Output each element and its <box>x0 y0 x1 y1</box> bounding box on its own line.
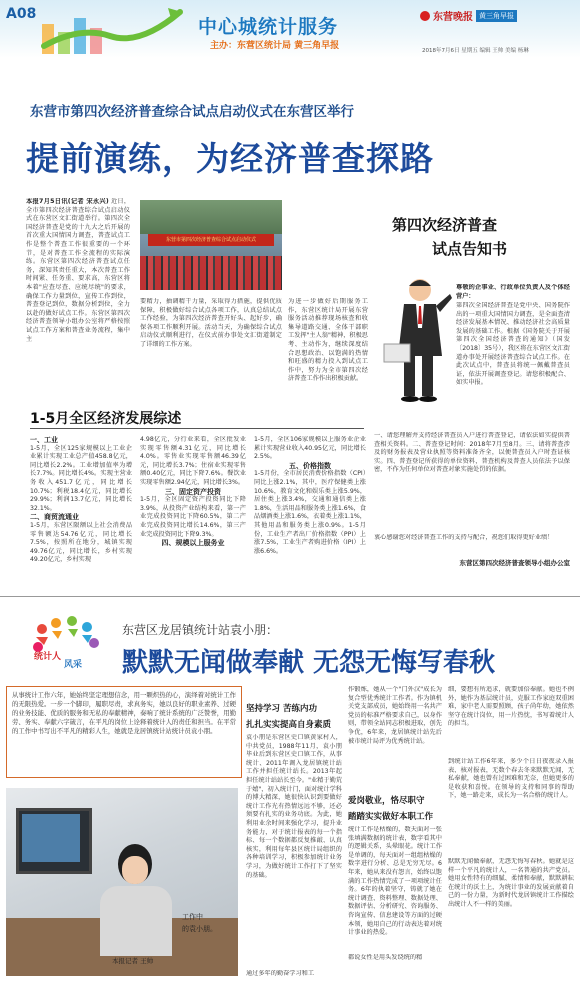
feature-heading-2b: 踏踏实实做好本职工作 <box>348 812 434 822</box>
feature-kicker: 东营区龙居镇统计站袁小朋： <box>122 623 279 637</box>
feature-col3-text-1: 作锻炼，她从一个"门外汉"成长为复合型优秀统计工作者。作为镇机关党支部成员，她始终用一名共产党员的标准严格要求自己，以身作则，带领全站同志积极进取，创先争优，6年来，龙居镇统计站先后被市统计局评为优秀统计站。 <box>348 686 442 745</box>
lead-column-1 <box>26 198 130 410</box>
paper-logo-text: 东营晚报 <box>433 12 473 23</box>
paper-logo <box>420 8 517 23</box>
summary-industry-heading: 一、工业 <box>30 436 58 444</box>
summary-rule <box>30 428 364 429</box>
feature-col2-text-2: 通过多年的勤奋学习和工 <box>246 970 315 977</box>
section-hosts: 主办：东营区统计局 黄三角早报 <box>210 41 340 51</box>
notice-thanks: 衷心感谢您对经济普查工作的支持与配合，祝您们取得更好业绩！ <box>374 534 554 541</box>
feature-column-2 <box>246 702 342 980</box>
summary-industry-text: 1-5月，全区125家规模以上工业企业累计实现工业总产值458.8亿元，同比增长2.2%。工业增加值率为增长7.7%。同比增长4%。实现主营业务收入451.7亿元，同比增长10.7%；利税18.4亿元，同比增长29.9%；利润13.7亿元，同比增长32.1%。 <box>30 444 132 512</box>
feature-col3-text-3: 都说女性是用头发绕统的精 <box>348 954 423 961</box>
notice-body: 第四次全国经济普查是党中央、国务院作出的一项重大国情国力调查，是全面查清经济发展基本情况、推动经济社会高质量发展的基础工作。根据《国务院关于开展第四次全国经济普查的通知》（国发〔2018〕35号），我区将在东营区文汇街道办事处开展经济普查综合试点工作。在此次试点中，普查员将统一佩戴普查员证，依法开展调查登记。请您积极配合、如实申报。 <box>456 302 570 387</box>
summary-retail-text: 4.98亿元，分行业来看，全区批发业实现零售额4.31亿元，同比增长4.0%。零售业实现零售额46.39亿元，同比增长3.7%；住宿业实现零售额0.40亿元，同比下降7.6%。餐饮业实现零售额2.94亿元，同比增长3%。 <box>140 436 246 486</box>
page-number: A08 <box>6 6 37 22</box>
photo-monitor-screen <box>22 814 80 862</box>
feature-col2-text-1: 袁小朋是东营区史口镇黄家村人，中共党员，1988年11月，袁小朋毕业后到东营区史口镇工作，从事统计、2011年调入龙居镇统计站工作并担任统计站长。2013年起担任统计站站长至今。"业精于勤荒于嬉"，初入统计门，面对统计学科的博大精深，她很快认识到要做好统计工作光有热情远远不够，还必须要有扎实的业务功底。为此，她利用业余时间来强化学习，提升业务能力，对于统计报表的每一个指标、每一个数据都反复推敲、认真核实，利用每年县区统计局组织的各种培训学习，积极参加统计业务学习，为做好统计工作打下了坚实的基础。 <box>246 734 342 879</box>
summary-column-3 <box>254 436 366 586</box>
summary-title: 1-5月全区经济发展综述 <box>30 411 182 427</box>
summary-column-1 <box>30 436 132 586</box>
lead-kicker: 东营市第四次经济普查综合试点启动仪式在东营区举行 <box>30 104 354 120</box>
lead-col3-text: 为进一步做好后期服务工作，东营区统计局开展东营服务活动推荐现场核查和收集导道路交通、全体干部职工发挥"主人翁"精神，积极思考、主动作为，继续深度结合思想政治、以饱满的热情和旺盛的精力投入到试点工作中，努力为全市第四次经济普查工作作出积极贡献。 <box>288 298 368 383</box>
feature-intro-text: 从事统计工作六年，她始终坚定理想信念，用一颗炽热的心，演绎着对统计工作的无限热爱。一步一个脚印，履职尽责，求真务实，她以良好的职业素养、过硬的业务技能、优质的服务和无私的奉献精神，奏响了统计系统的广泛赞誉，用勤劳、务实、奉献六字箴言，在平凡的岗位上诠释着统计人的责任和担当。在平常的工作中书写出不平凡的精彩人生，她就是龙居镇统计站统计员袁小朋。 <box>12 691 236 735</box>
lead-byline: 本报7月5日讯(记者 宋永兴) <box>26 198 109 205</box>
people-logo <box>30 615 102 671</box>
summary-trade-heading: 二、商贸流通业 <box>30 513 79 522</box>
summary-services-text: 1-5月，全区106家规模以上服务业企业累计实现营业收入40.95亿元，同比增长2.5%。 <box>254 436 366 461</box>
feature-photo <box>6 788 238 976</box>
feature-intro-box <box>6 686 242 778</box>
summary-trade-text: 1-5月，东营区限额以上社会消费品零售额达54.76亿元，同比增长7.5%，按照所在地分，城镇实现49.76亿元，同比增长，乡村实现49.20亿元，乡村实现 <box>30 521 132 564</box>
summary-services-heading: 四、规模以上服务业 <box>161 539 225 548</box>
notice-more: 一、请您理解并支持经济普查员入户进行普查登记，请依法如实提供普查相关资料。二、普查登记时间：2018年7月至8月。三、请将普查涉及的财务报表及营业执照等资料准备齐全，以便普查员入户时查证核实。四、普查登记所获得的单位资料，普查机构及普查人员依法予以保密，不作为任何单位对普查对象实施处罚的依据。 <box>374 432 570 474</box>
section-title: 中心城统计服务 <box>198 16 339 38</box>
feature-col4-text-3: 默默无闻做奉献，无怨无悔写春秋。她就是这样一个平凡的统计人，一名普通的共产党员。她用女性特有的细腻、柔情和奉献，默默耕耘在统计的沃土上，为统计事业的发展贡献着自己的一份力量，为新时代龙居镇统计工作描绘出统计人不一样的美丽。 <box>448 858 574 908</box>
feature-heading-2a: 爱岗敬业，恪尽职守 <box>348 796 425 806</box>
paper-logo-icon <box>420 11 430 21</box>
summary-price-heading: 五、价格指数 <box>289 461 331 470</box>
photo-banner: 东营市第四次经济普查综合试点启动仪式 <box>148 234 274 246</box>
feature-heading-1a: 坚持学习 苦练内功 <box>246 704 317 714</box>
lead-column-3 <box>288 298 368 410</box>
photo-credit: 本报记者 王帅 <box>112 957 154 965</box>
lead-headline: 提前演练，为经济普查探路 <box>26 139 434 178</box>
notice-box <box>374 200 572 582</box>
feature-col3-text-2: 统计工作是枯燥的，数天面对一张张填满数据的统计表，数字看其中的逻辑关系，头晕眼花。统计工作是单调的，每天面对一组组枯燥的数字进行分析、总是无穷无尽。6年来，她从来没有怨言，始终以饱满的工作热情完成了一项项统计任务。6年的执着坚守，铸就了她在统计调查、资料整理、数据处理、数据评估、分析研究、咨询服务、咨询宣传、信息建设等方面的过硬本领，她用自己的行动表达着对统计事业的热爱。 <box>348 826 442 937</box>
notice-title-2: 试点告知书 <box>432 240 508 258</box>
photo-caption-1: 工作中 <box>182 913 203 921</box>
notice-signoff: 东营区第四次经济普查领导小组办公室 <box>459 559 570 567</box>
photo-person <box>96 844 176 954</box>
ceremony-photo <box>140 200 282 290</box>
lead-col2-text: 要精力，抽调精干力量，采取得力措施，提供优质保障，积极做好综合试点各项工作，认真总结试点工作经验，为第四次经济普查开好头、起好步，确保各项工作顺利开展。活动当天，为确保综合试点启动仪式顺利进行，在仪式前办事处文汇街道制定了详细的工作方案。 <box>140 298 282 348</box>
feature-heading-1b: 扎扎实实提高自身素质 <box>246 720 332 730</box>
feature-col4-text-1: 细，要想有所追求，就要加倍奉献。她也不例外，她作为基层统计员，克服工作家庭双重困难，家中老人需要照顾，孩子尚年幼，她依然坚守在统计岗位，用一片热忱，书写着统计人的担当。 <box>448 686 574 728</box>
businessman-illustration-icon <box>382 276 454 404</box>
summary-investment-heading: 三、固定资产投资 <box>165 487 221 496</box>
feature-column-4 <box>448 686 574 980</box>
date-line: 2018年7月6日 星期五 编辑 王帅 美编 杨琳 <box>422 48 529 54</box>
lead-column-2 <box>140 298 282 410</box>
feature-headline: 默默无闻做奉献 无怨无悔写春秋 <box>122 648 496 678</box>
summary-column-2 <box>140 436 246 586</box>
summary-price-text: 1-5月份，全市居民消费价格指数（CPI）同比上涨2.1%，其中，医疗保健类上涨10.6%，教育文化和娱乐类上涨5.9%，居住类上涨3.4%，交通和通信类上涨1.8%，生活用品和服务类上涨1.6%，食品烟酒类上涨1.6%，衣着类上涨1.1%，其他用品和服务类上涨0.9%。1-5月份，工业生产者出厂价格指数（PPI）上涨7.5%，工业生产者购进价格（IPI）上涨6.6%。 <box>254 470 366 555</box>
summary-investment-text: 1-5月，全区固定资产投资同比下降3.9%，从投资产业结构来看，第一产业完成投资同比下降60.5%，第二产业完成投资同比增长14.6%，第三产业完成投资同比下降9.3%。 <box>140 496 246 538</box>
feature-col4-text-2: 到统计站工作6年来，多少个日日夜夜录入报表、核对报表，无数个春去冬来默默无闻，无私奉献，她也曾有过困难和无奈，但她更多的是收获和喜悦。在领导的支持和同事的帮助下，她一路走来，成长为一名合格的统计人。 <box>448 758 574 800</box>
paper-sub-badge: 黄三角早报 <box>476 10 517 22</box>
people-logo-line2: 风采 <box>64 660 83 670</box>
people-logo-line1: 统计人 <box>34 652 62 662</box>
growth-chart-icon <box>40 6 185 58</box>
notice-title-1: 第四次经济普查 <box>392 216 498 234</box>
notice-greeting: 尊敬的企事业、行政单位负责人及个体经营户： <box>456 284 570 300</box>
photo-crowd <box>140 256 282 290</box>
photo-trees <box>140 200 282 234</box>
section-divider <box>0 596 580 597</box>
photo-caption-2: 的袁小朋。 <box>182 925 217 933</box>
lead-col1-text: 近日，全市第四次经济普查综合试点启动仪式在东营区文汇街道举行。第四次全国经济普查是党的十九大之后开展的首次重大国情国力调查，普查试点工作是整个普查工作很重要的一个环节，是对普查工作全流程的实际演练。东营区第四次经济普查试点任务，深知其责任重大，本次普查工作时间紧、任务重、要求高，东营区将本着"应查尽查、应统尽统"的要求，确保工作力量到位，宣传工作到位，普查登记到位，数据分析到位，全力以赴的做好试点工作。东营区第四次经济普查领导小组办公室将严格按照试点工作方案和普查业务流程，集中主 <box>26 198 130 343</box>
feature-column-3 <box>348 686 442 980</box>
